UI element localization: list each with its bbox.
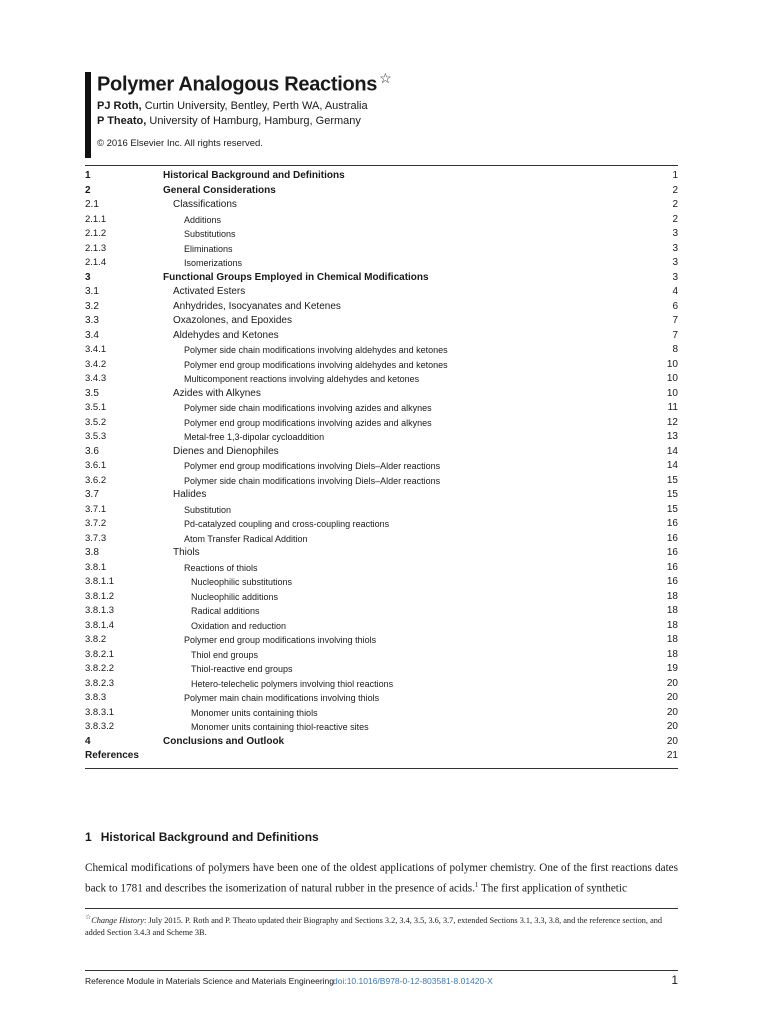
toc-entry-title: Aldehydes and Ketones [173,329,279,341]
section-title: Historical Background and Definitions [100,830,319,844]
toc-entry[interactable] [85,300,678,315]
toc-entry-page: 2 [672,213,678,225]
toc-entry-number: 3.8.1.4 [85,619,115,631]
toc-entry-page: 3 [672,271,678,283]
toc-entry-number: 3.4.1 [85,344,107,355]
toc-entry-page: 2 [672,199,678,210]
toc-entry-page: 7 [672,315,678,326]
toc-entry-page: 15 [666,503,678,515]
toc-entry-page: 20 [666,735,678,747]
toc-entry-title: Polymer end group modifications involving Diels–Alder reactions [184,461,441,471]
toc-entry-page: 12 [666,416,678,428]
toc-entry-title: Polymer side chain modifications involving azides and alkynes [184,403,432,413]
toc-entry-title: General Considerations [163,184,276,196]
toc-entry[interactable] [85,691,678,706]
toc-entry-number: 2.1.3 [85,242,107,254]
toc-entry-page: 16 [666,561,678,573]
toc-entry-number: References [85,750,139,761]
toc-entry-title: Polymer side chain modifications involving Diels–Alder reactions [184,475,441,486]
toc-entry[interactable] [85,633,678,648]
toc-entry[interactable] [85,227,678,242]
toc-entry[interactable] [85,459,678,474]
toc-entry-page: 20 [666,677,678,689]
toc-entry-title: Multicomponent reactions involving aldehydes and ketones [184,374,420,384]
toc-entry-title: Halides [173,489,207,500]
toc-entry-title: Additions [184,214,222,225]
change-history-star-icon[interactable]: ☆ [379,70,392,86]
toc-entry-number: 2 [85,184,91,196]
toc-entry-page: 18 [666,634,678,645]
toc-entry[interactable] [85,488,678,503]
change-history-footnote [85,912,678,940]
toc-entry-number: 2.1 [85,199,99,210]
footnote-star-icon: ☆ [85,914,92,921]
toc-entry-page: 18 [666,605,678,616]
body-text-part: Chemical modifications of polymers have been one of the oldest applications of polymer chemistry. One of the first reactions dates back to 1781 and describes the isomerization of natural rubber in the presence of acids. [85,862,678,895]
footer-rule [85,970,678,971]
copyright-notice: © 2016 Elsevier Inc. All rights reserved. [97,138,263,149]
toc-entry-number: 3.8.3 [85,692,107,703]
toc-entry-title: Pd-catalyzed coupling and cross-coupling reactions [184,519,390,529]
toc-entry-number: 3 [85,271,91,283]
toc-entry-title: Metal-free 1,3-dipolar cycloaddition [184,432,325,442]
toc-entry-page: 14 [666,460,678,471]
toc-entry-title: Polymer side chain modifications involving aldehydes and ketones [184,345,448,355]
toc-entry-page: 3 [672,242,678,254]
toc-entry-title: Thiol-reactive end groups [191,664,293,674]
toc-entry-number: 3.8.2.1 [85,648,115,660]
toc-entry[interactable] [85,575,678,590]
toc-entry-title: Classifications [173,199,237,210]
toc-entry[interactable] [85,169,678,184]
toc-entry-page: 16 [666,532,678,544]
author-name: PJ Roth, [97,100,142,112]
toc-entry-number: 3.4 [85,329,99,341]
toc-entry[interactable] [85,430,678,445]
toc-entry-title: Thiol end groups [191,649,259,660]
toc-entry[interactable] [85,532,678,547]
toc-entry[interactable] [85,256,678,271]
reference-citation-link[interactable]: 1 [474,881,479,889]
toc-entry[interactable] [85,662,678,677]
toc-entry-page: 3 [672,228,678,239]
footnote-label: Change History [91,915,144,925]
toc-entry-page: 20 [666,706,678,718]
toc-entry-number: 3.5.2 [85,416,107,428]
toc-entry[interactable] [85,749,678,764]
author-name: P Theato, [97,115,147,127]
toc-entry-title: Polymer end group modifications involving azides and alkynes [184,417,432,428]
toc-entry[interactable] [85,184,678,199]
toc-entry[interactable] [85,706,678,721]
author-affiliation: University of Hamburg, Hamburg, Germany [149,115,361,127]
toc-entry-page: 1 [672,170,678,181]
toc-entry-number: 3.5.1 [85,402,107,413]
section-heading [85,830,319,844]
toc-entry-number: 3.2 [85,300,99,312]
toc-entry-title: Isomerizations [184,258,243,268]
toc-entry-page: 4 [672,286,678,297]
toc-entry-page: 7 [672,329,678,341]
toc-entry-number: 3.1 [85,286,99,297]
toc-entry-page: 18 [666,590,678,602]
footnote-rule [85,908,678,909]
toc-entry[interactable] [85,343,678,358]
footer-journal: Reference Module in Materials Science and Materials Engineering [85,976,334,986]
toc-entry-title: Thiols [173,547,200,558]
toc-entry-title: Atom Transfer Radical Addition [184,533,308,544]
toc-entry-title: Dienes and Dienophiles [173,445,279,457]
toc-entry[interactable] [85,735,678,750]
table-of-contents [85,169,678,764]
footer-doi-link[interactable]: doi:10.1016/B978-0-12-803581-8.01420-X [333,976,493,986]
toc-entry-number: 3.4.2 [85,358,107,370]
toc-entry[interactable] [85,372,678,387]
toc-entry-page: 13 [666,431,678,442]
toc-entry-title: Radical additions [191,606,260,616]
title-accent-bar [85,72,91,158]
toc-entry-number: 3.6.1 [85,460,107,471]
toc-entry-number: 3.8 [85,547,99,558]
toc-entry-number: 3.4.3 [85,373,107,384]
toc-entry[interactable] [85,387,678,402]
toc-entry-number: 3.8.2.3 [85,677,115,689]
toc-entry-page: 8 [672,344,678,355]
toc-entry-number: 4 [85,735,91,747]
toc-bottom-rule [85,768,678,769]
toc-entry-number: 3.8.1 [85,561,107,573]
toc-entry[interactable] [85,619,678,634]
toc-entry-page: 10 [666,373,678,384]
toc-entry-number: 3.3 [85,315,99,326]
toc-entry[interactable] [85,213,678,228]
article-title [97,70,391,97]
toc-entry-page: 20 [666,692,678,703]
toc-entry-number: 3.8.3.1 [85,706,115,718]
toc-entry-page: 18 [666,648,678,660]
toc-entry-title: Polymer end group modifications involving aldehydes and ketones [184,359,448,370]
toc-entry-title: Functional Groups Employed in Chemical Modifications [163,271,429,283]
toc-entry-page: 15 [666,489,678,500]
toc-entry[interactable] [85,198,678,213]
toc-entry-number: 3.7.2 [85,518,107,529]
toc-entry-number: 2.1.4 [85,257,107,268]
article-title-text: Polymer Analogous Reactions [97,73,378,96]
toc-entry-number: 3.6.2 [85,474,107,486]
toc-entry-number: 3.8.2 [85,634,107,645]
toc-entry-number: 3.7 [85,489,99,500]
toc-entry-number: 1 [85,170,91,181]
toc-entry-title: Conclusions and Outlook [163,735,285,747]
toc-entry[interactable] [85,416,678,431]
toc-entry[interactable] [85,401,678,416]
toc-entry-title: Nucleophilic substitutions [191,577,293,587]
toc-entry-title: Activated Esters [173,286,246,297]
toc-top-rule [85,165,678,166]
toc-entry-title: Polymer main chain modifications involving thiols [184,693,380,703]
toc-entry-number: 3.5.3 [85,431,107,442]
toc-entry[interactable] [85,546,678,561]
toc-entry-title: Monomer units containing thiol-reactive sites [191,722,369,732]
toc-entry-title: Substitution [184,504,232,515]
toc-entry-title: Oxidation and reduction [191,620,287,631]
author-affiliation: Curtin University, Bentley, Perth WA, Australia [144,100,368,112]
toc-entry[interactable] [85,474,678,489]
toc-entry-number: 3.5 [85,387,99,399]
toc-entry-page: 6 [672,300,678,312]
toc-entry-page: 10 [666,387,678,399]
toc-entry-number: 3.8.1.2 [85,590,115,602]
toc-entry-number: 3.8.1.3 [85,605,115,616]
toc-entry-page: 14 [666,445,678,457]
toc-entry[interactable] [85,590,678,605]
body-paragraph [85,860,678,898]
toc-entry-page: 19 [666,663,678,674]
toc-entry-number: 2.1.2 [85,228,107,239]
toc-entry-number: 3.6 [85,445,99,457]
toc-entry[interactable] [85,329,678,344]
toc-entry-page: 3 [672,257,678,268]
toc-entry[interactable] [85,445,678,460]
toc-entry[interactable] [85,314,678,329]
toc-entry-number: 3.8.3.2 [85,721,115,732]
toc-entry[interactable] [85,242,678,257]
toc-entry-page: 10 [666,358,678,370]
toc-entry-number: 3.7.1 [85,503,107,515]
toc-entry-page: 2 [672,184,678,196]
toc-entry-number: 3.8.2.2 [85,663,115,674]
toc-entry-page: 18 [666,619,678,631]
toc-entry-title: Historical Background and Definitions [163,170,345,181]
toc-entry-title: Monomer units containing thiols [191,707,318,718]
toc-entry-number: 2.1.1 [85,213,107,225]
toc-entry[interactable] [85,503,678,518]
toc-entry[interactable] [85,604,678,619]
toc-entry[interactable] [85,648,678,663]
toc-entry-title: Oxazolones, and Epoxides [173,315,292,326]
toc-entry-page: 21 [666,750,678,761]
toc-entry[interactable] [85,285,678,300]
section-number: 1 [85,830,92,844]
toc-entry-page: 16 [666,547,678,558]
toc-entry[interactable] [85,561,678,576]
toc-entry-page: 16 [666,518,678,529]
toc-entry-title: Reactions of thiols [184,562,258,573]
toc-entry-title: Nucleophilic additions [191,591,279,602]
toc-entry[interactable] [85,720,678,735]
toc-entry-number: 3.8.1.1 [85,576,115,587]
toc-entry-title: Eliminations [184,243,233,254]
footnote-text: : July 2015. P. Roth and P. Theato updated their Biography and Sections 3.2, 3.4, 3.5, 3.6, 3.7, extended Sections 3.1, 3.3, 3.8, and the reference section, and added Section 3.4.3 and Scheme 3B. [85,915,663,938]
toc-entry-title: Azides with Alkynes [173,387,261,399]
toc-entry-page: 16 [666,576,678,587]
body-text-part: The first application of synthetic [478,882,627,895]
author-line-2 [97,115,361,127]
toc-entry[interactable] [85,358,678,373]
toc-entry-page: 11 [667,402,678,413]
toc-entry-page: 15 [666,474,678,486]
toc-entry[interactable] [85,517,678,532]
toc-entry-number: 3.7.3 [85,532,107,544]
toc-entry-title: Substitutions [184,229,236,239]
toc-entry-title: Anhydrides, Isocyanates and Ketenes [173,300,341,312]
toc-entry-title: Hetero-telechelic polymers involving thiol reactions [191,678,394,689]
toc-entry[interactable] [85,677,678,692]
footer-page-number: 1 [671,973,678,987]
toc-entry-page: 20 [666,721,678,732]
toc-entry[interactable] [85,271,678,286]
author-line-1 [97,100,368,112]
toc-entry-title: Polymer end group modifications involving thiols [184,635,377,645]
